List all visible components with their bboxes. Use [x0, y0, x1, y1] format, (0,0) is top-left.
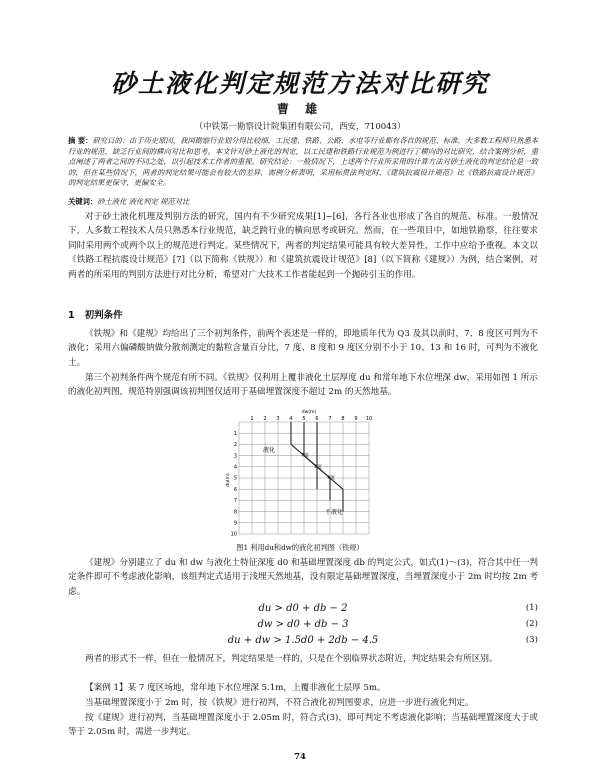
region-nonliquefy-label: 不液化 — [325, 509, 344, 516]
section-1-number: 1 — [68, 310, 75, 321]
affiliation: （中铁第一勘察设计院集团有限公司，西安，710043） — [194, 122, 406, 132]
keywords — [68, 197, 538, 207]
top-tick-label: 2 — [263, 416, 267, 422]
equation-1 — [68, 603, 538, 617]
equation-2-number: (2) — [525, 619, 538, 629]
abstract — [68, 136, 538, 189]
paragraph-3: 《建规》分别建立了 du 和 dw 与液化土特征深度 d0 和基础埋置深度 db 的判定公式，如式(1)～(3)，符合其中任一判定条件即可不考虑液化影响，该组判定式适用于浅埋天然地基，没有限定基础埋置深度，当埋置深度小于 2m 时均按 2m 考虑。 — [68, 558, 539, 597]
equation-3-number: (3) — [525, 635, 538, 645]
boundary-line-label: 7度 — [301, 453, 309, 459]
top-tick-label: 8 — [341, 416, 345, 422]
paragraph-4: 两者的形式不一样，但在一般情况下，判定结果是一样的，只是在个别临界状态附近，判定结果会有所区别。 — [85, 654, 498, 664]
abstract-text: 研究目的：由于历史原因，我国勘察行业划分得比较细，工民建、铁路、公路、水电等行业都有各自的规范、标准，大多数工程师只熟悉本行业的规范，缺乏行业间的横向对比和思考。本文针对砂土液化的判定，以工民建和铁路行业规范为例进行了横向的对比研究，结合案例分析，重点阐述了两者之间的不同之处，以引起技术工作者的重视。研究结论：一般情况下，上述两个行业所采用的计算方法对砂土液化的判定结论是一致的，但在某些情况下，两者的判定结果可能会有较大的差异，需例分析表明，采用标贯法判定时，《建筑抗震设计规范》比《铁路抗震设计规范》的判定结果更保守，更偏安全。 — [68, 136, 538, 188]
equation-1-expr: du > d0 + db − 2 — [258, 603, 348, 614]
case-1: 【案例 1】某 7 度区场地，常年地下水位埋深 5.1m，上覆非液化土层厚 5m。 — [85, 683, 386, 693]
left-tick-label: 7 — [233, 498, 237, 505]
left-tick-label: 6 — [233, 486, 237, 493]
top-tick-label: 9 — [354, 416, 358, 422]
top-tick-label: 5 — [302, 416, 306, 422]
top-tick-label: 3 — [276, 416, 280, 422]
page-number: 74 — [294, 752, 306, 762]
top-tick-label: 1 — [250, 416, 254, 422]
left-axis-label: du(m) — [226, 473, 231, 487]
equation-2-expr: dw > d0 + db − 3 — [257, 619, 349, 630]
left-tick-label: 5 — [233, 475, 237, 482]
top-axis-label: dw(m) — [301, 410, 317, 415]
top-tick-label: 6 — [315, 416, 319, 422]
equation-3-expr: du + dw > 1.5d0 + 2db − 4.5 — [227, 635, 379, 646]
paragraph-6: 按《建规》进行初判，当基础埋置深度小于 2.05m 时，符合式(3)，即可判定不考虑液化影响；当基础埋置深度大于或等于 2.05m 时，需进一步判定。 — [68, 713, 538, 738]
equation-3 — [68, 635, 538, 649]
equation-2 — [68, 619, 538, 633]
left-tick-label: 10 — [230, 531, 237, 538]
abstract-label: 摘 要： — [68, 136, 93, 145]
author-name: 曹 雄 — [276, 102, 324, 116]
left-tick-label: 8 — [233, 509, 237, 516]
boundary-line-label: 8度 — [314, 464, 322, 470]
keywords-text: 砂土液化 液化判定 规范对比 — [97, 197, 190, 206]
intro-paragraph: 对于砂土液化机理及判别方法的研究，国内有不少研究成果[1]~[6]，各行各业也形成了各自的规范、标准。一般情况下，人多数工程技术人员只熟悉本行业规范，缺乏跨行业的横向思考或研究。然而，在一些项目中，如地铁勘察，往往要求同时采用两个或两个以上的规范进行判定。某些情况下，两者的判定结果可能具有较大差异性，工作中应给予重视。本文以《铁路工程抗震设计规范》[7]（以下简称《铁规》）和《建筑抗震设计规范》[8]（以下简称《建规》）为例，结合案例，对两者的所采用的判别方法进行对比分析，希望对广大技术工作者能起到一个抛砖引玉的作用。 — [68, 212, 538, 280]
top-tick-label: 4 — [289, 416, 293, 422]
figure-caption: 图1 利用du和dw的液化初判图（铁规） — [236, 543, 364, 552]
left-tick-label: 2 — [233, 442, 237, 449]
paragraph-2: 第三个初判条件两个规范有所不同。《铁规》仅利用上覆非液化土层厚度 du 和常年地下水位埋深 dw，采用如图 1 所示的液化初判图，规范特别强调该初判图仅适用于基础埋置深度不超过 2m 的天然地基。 — [68, 373, 538, 398]
top-tick-label: 7 — [328, 416, 332, 422]
paper-title: 砂土液化判定规范方法对比研究 — [110, 69, 489, 98]
equation-1-number: (1) — [525, 603, 538, 613]
left-tick-label: 4 — [233, 464, 237, 471]
paragraph-5: 当基础埋置深度小于 2m 时，按《铁规》进行初判，不符合液化初判图要求，应进一步进行液化判定。 — [85, 698, 474, 708]
region-liquefy-label: 液化 — [263, 447, 276, 454]
top-tick-label: 10 — [365, 416, 373, 422]
section-1-title: 初判条件 — [84, 310, 123, 321]
section-1-heading — [68, 307, 123, 321]
boundary-line-label: 9度 — [327, 476, 335, 482]
left-tick-label: 9 — [233, 520, 237, 527]
paragraph-1: 《铁规》和《建规》均给出了三个初判条件，前两个表述是一样的，即地质年代为 Q3 及其以前时，7、8 度区可判为不液化；采用六偏磷酸钠做分散剂测定的黏粒含量百分比，7 度、8 度和 9 度区分别不小于 10、13 和 16 时，可判为不液化土。 — [68, 329, 538, 368]
liquefaction-chart — [225, 408, 385, 538]
left-tick-label: 1 — [233, 430, 237, 437]
keywords-label: 关键词： — [68, 197, 98, 206]
left-tick-label: 3 — [233, 453, 237, 460]
